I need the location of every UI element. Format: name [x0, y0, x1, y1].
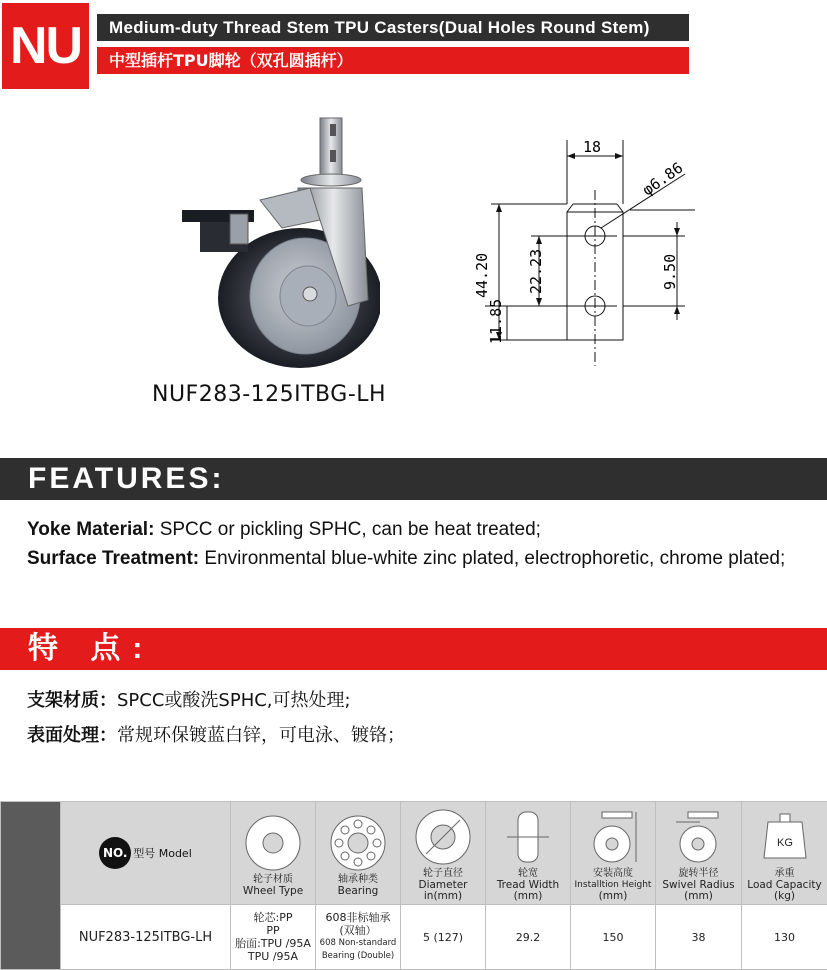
dim-bottom-label: 11.85 — [487, 299, 505, 344]
cell-swivel-radius: 38 — [656, 905, 742, 970]
feature-yoke-text: SPCC or pickling SPHC, can be heat treated; — [154, 519, 541, 540]
no-badge: NO. — [99, 837, 131, 869]
title-chinese: 中型插杆TPU脚轮（双孔圆插杆） — [97, 47, 689, 74]
header-label-en: Swivel Radius — [656, 880, 741, 891]
model-header-label: 型号 Model — [133, 845, 192, 861]
header-bearing — [316, 802, 401, 905]
dim-total-label: 44.20 — [473, 253, 491, 298]
header-label-unit: (mm) — [656, 891, 741, 902]
tread-width-icon — [499, 808, 557, 866]
bearing-icon — [329, 814, 387, 872]
header-label-unit: (mm) — [486, 891, 570, 902]
header-label-unit: (mm) — [571, 891, 655, 902]
features-cn-heading: 特 点: — [0, 628, 827, 670]
table-header-row — [1, 802, 827, 905]
title-english: Medium-duty Thread Stem TPU Casters(Dual Holes Round Stem) — [97, 14, 689, 41]
technical-drawing — [455, 130, 705, 370]
header-label-en: Tread Width — [486, 880, 570, 891]
header-diameter — [401, 802, 486, 905]
kg-label: KG — [777, 837, 793, 849]
header-label-en: Installtion Height — [571, 880, 655, 891]
feature-surface — [27, 548, 785, 570]
product-model-caption: NUF283-125ITBG-LH — [152, 382, 386, 407]
header-label-unit: (kg) — [742, 891, 827, 902]
header-label-cn: 承重 — [742, 868, 827, 880]
cell-tread-width: 29.2 — [486, 905, 571, 970]
cell-diameter: 5 (127) — [401, 905, 486, 970]
header-label-en: Diameter — [401, 880, 485, 891]
brand-logo: NU — [2, 3, 89, 89]
spec-table — [0, 801, 827, 970]
header-label-cn: 轮子材质 — [231, 874, 315, 886]
feature-surface-label: Surface Treatment: — [27, 548, 199, 569]
feature-cn-surface-text: 常规环保镀蓝白锌，可电泳、镀铬； — [117, 725, 405, 746]
header-label-cn: 旋转半径 — [656, 868, 741, 880]
feature-cn-yoke-label: 支架材质： — [27, 690, 117, 711]
feature-yoke-label: Yoke Material: — [27, 519, 154, 540]
feature-cn-yoke — [27, 686, 351, 712]
header-model — [61, 802, 231, 905]
cell-load-capacity: 130 — [742, 905, 827, 970]
cell-line: PP — [231, 924, 315, 937]
header-install-height — [571, 802, 656, 905]
install-height-icon — [584, 808, 642, 866]
cell-line: 胎面:TPU /95A — [231, 937, 315, 950]
header-load-capacity — [742, 802, 827, 905]
header-label-en: Load Capacity — [742, 880, 827, 891]
cell-line: 608 Non-standard — [316, 937, 400, 950]
cell-line: TPU /95A — [231, 950, 315, 963]
cell-model: NUF283-125ITBG-LH — [61, 905, 231, 970]
cell-line: 轮芯:PP — [231, 911, 315, 924]
feature-cn-yoke-text: SPCC或酸洗SPHC,可热处理; — [117, 690, 351, 711]
dim-width-label: 18 — [583, 138, 601, 156]
feature-cn-surface-label: 表面处理： — [27, 725, 117, 746]
cell-bearing — [316, 905, 401, 970]
header-swivel-radius — [656, 802, 742, 905]
dim-mid-label: 22.23 — [527, 249, 545, 294]
header-label-en: Bearing — [316, 886, 400, 897]
header-label-unit: in(mm) — [401, 891, 485, 902]
header-label-cn: 轴承种类 — [316, 874, 400, 886]
cell-line: (双轴） — [316, 924, 400, 937]
feature-surface-text: Environmental blue-white zinc plated, electrophoretic, chrome plated; — [199, 548, 785, 569]
features-heading: FEATURES: — [0, 458, 827, 500]
load-capacity-icon — [756, 808, 814, 866]
feature-yoke — [27, 519, 541, 541]
dim-spacing-label: 9.50 — [661, 254, 679, 290]
header-label-cn: 轮子直径 — [401, 868, 485, 880]
header-label-cn: 安装高度 — [571, 868, 655, 880]
diameter-icon — [414, 808, 472, 866]
cell-line: Bearing (Double) — [316, 950, 400, 963]
table-row — [1, 905, 827, 970]
table-side-strip — [1, 802, 61, 970]
wheel-icon — [244, 814, 302, 872]
swivel-radius-icon — [670, 808, 728, 866]
header-label-en: Wheel Type — [231, 886, 315, 897]
cell-wheel-type — [231, 905, 316, 970]
header-tread-width — [486, 802, 571, 905]
cell-line: 608非标轴承 — [316, 911, 400, 924]
header-label-cn: 轮宽 — [486, 868, 570, 880]
dim-hole-label: φ6.86 — [639, 159, 686, 200]
header-wheel-type — [231, 802, 316, 905]
cell-install-height: 150 — [571, 905, 656, 970]
caster-product-image — [170, 110, 380, 370]
feature-cn-surface — [27, 721, 405, 747]
